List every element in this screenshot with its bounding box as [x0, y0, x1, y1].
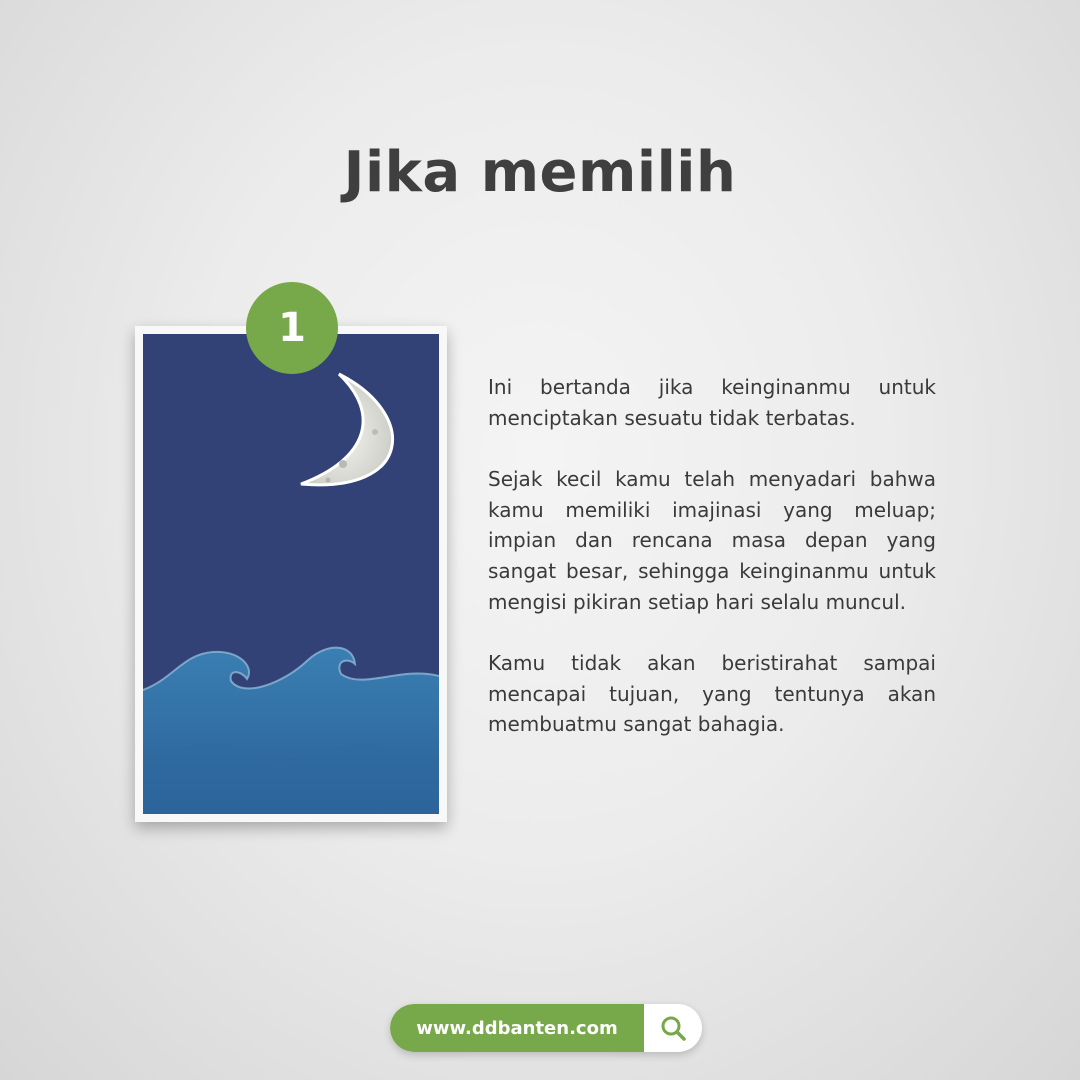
website-link[interactable]: www.ddbanten.com: [390, 1004, 644, 1052]
option-card[interactable]: [135, 326, 447, 822]
description: [488, 372, 936, 771]
moon-waves-illustration: [143, 334, 439, 814]
paragraph: Ini bertanda jika keinginanmu untuk menciptakan sesuatu tidak terbatas.: [488, 375, 936, 430]
website-search-bar[interactable]: [390, 1004, 702, 1052]
page-title: Jika memilih: [343, 140, 737, 205]
paragraph: Sejak kecil kamu telah menyadari bahwa kamu memiliki imajinasi yang meluap; impian dan rencana masa depan yang sangat besar, sehingga keinginanmu untuk mengisi pikiran setiap hari selalu muncul.: [488, 467, 936, 614]
number-badge: 1: [246, 282, 338, 374]
paragraph: Kamu tidak akan beristirahat sampai mencapai tujuan, yang tentunya akan membuatmu sangat bahagia.: [488, 651, 936, 737]
search-icon[interactable]: [644, 1004, 702, 1052]
